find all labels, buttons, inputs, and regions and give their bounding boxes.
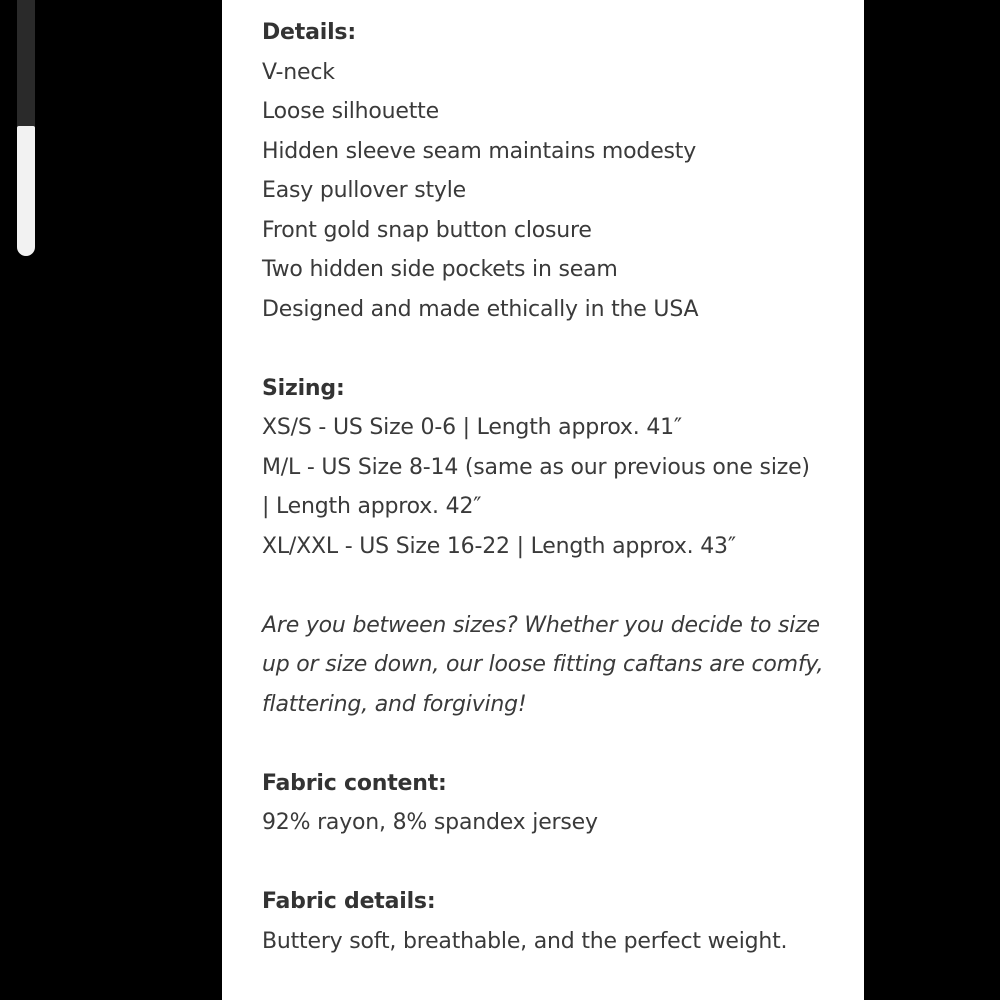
- sizing-line: XL/XXL - US Size 16-22 | Length approx. 43″: [262, 533, 736, 559]
- details-item: Loose silhouette: [262, 99, 439, 124]
- product-description-panel: [222, 0, 864, 1000]
- product-description: [262, 13, 842, 961]
- details-item: V-neck: [262, 59, 335, 85]
- fabric-details-heading: Fabric details:: [262, 889, 436, 914]
- between-sizes-note: flattering, and forgiving!: [262, 691, 527, 717]
- details-item: Easy pullover style: [262, 178, 466, 203]
- fabric-content-text: 92% rayon, 8% spandex jersey: [262, 810, 598, 835]
- sizing-heading: Sizing:: [262, 375, 345, 401]
- sizing-line: XS/S - US Size 0-6 | Length approx. 41″: [262, 415, 682, 440]
- fabric-details-text: Buttery soft, breathable, and the perfect weight.: [262, 928, 788, 954]
- sizing-line: | Length approx. 42″: [262, 494, 482, 519]
- details-item: Designed and made ethically in the USA: [262, 296, 699, 322]
- details-item: Two hidden side pockets in seam: [262, 257, 618, 282]
- section-spacer: [262, 329, 842, 369]
- section-spacer: [262, 843, 842, 883]
- section-spacer: [262, 724, 842, 764]
- sizing-line: M/L - US Size 8-14 (same as our previous one size): [262, 454, 810, 480]
- between-sizes-note: Are you between sizes? Whether you decide to size: [262, 612, 820, 638]
- fabric-content-heading: Fabric content:: [262, 770, 447, 796]
- details-item: Hidden sleeve seam maintains modesty: [262, 138, 697, 164]
- scrollbar-thumb[interactable]: [17, 126, 35, 256]
- details-item: Front gold snap button closure: [262, 217, 592, 243]
- between-sizes-note: up or size down, our loose fitting caftans are comfy,: [262, 652, 824, 677]
- details-heading: Details:: [262, 20, 356, 45]
- scrollbar-track[interactable]: [17, 0, 35, 256]
- section-spacer: [262, 566, 842, 606]
